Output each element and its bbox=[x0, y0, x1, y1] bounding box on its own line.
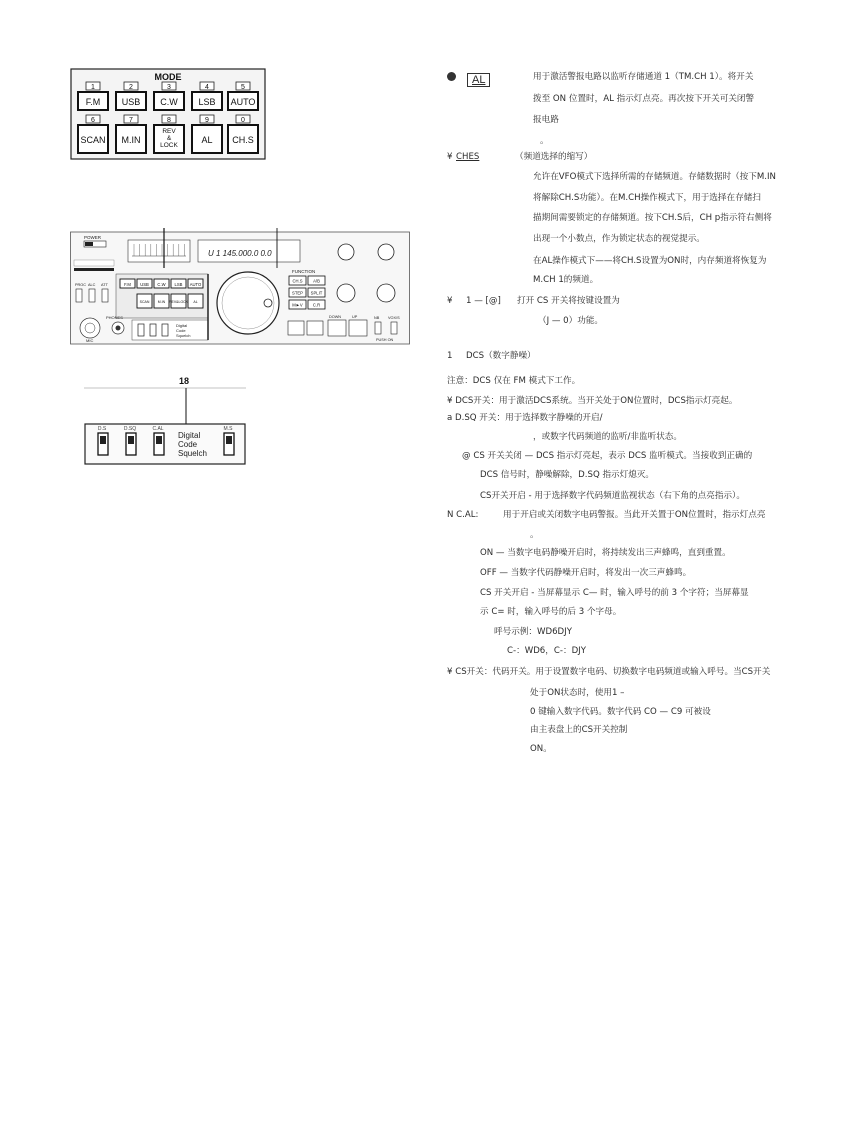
ches-line-5: 在AL操作模式下——将CH.S设置为ON时，内存频道将恢复为 bbox=[533, 256, 767, 266]
callout-number: 18 bbox=[178, 376, 190, 386]
cs-open-line-2: 示 C= 时，输入呼号的后 3 个字母。 bbox=[480, 607, 622, 617]
mode-key-label: C.W bbox=[160, 97, 178, 107]
mode-key-number: 2 bbox=[129, 84, 133, 91]
panel-dcs-switch[interactable] bbox=[138, 324, 144, 336]
on-line: ON — 当数字电码静噪开启时，将持续发出三声蜂鸣，直到重置。 bbox=[480, 548, 731, 558]
panel-mode-key-label: F.M bbox=[124, 282, 131, 287]
al-line-3: 报电路 bbox=[533, 115, 559, 125]
panel-row2-key-label: AL bbox=[193, 300, 198, 304]
vox-switch[interactable] bbox=[391, 322, 397, 334]
cs-switch-line-2: 处于ON状态时，使用1 – bbox=[530, 688, 625, 698]
mode-key-label: AL bbox=[201, 135, 213, 145]
mode-key-label: CH.S bbox=[232, 135, 254, 145]
mode-key-number: 9 bbox=[205, 117, 209, 124]
left-toggle-switch[interactable] bbox=[89, 289, 95, 302]
cs-keys-prefix: ¥ bbox=[447, 296, 453, 306]
squelch-knob[interactable] bbox=[338, 244, 354, 260]
callsign-example: 呼号示例：WD6DJY bbox=[494, 627, 572, 637]
callout-switch-label: D.S bbox=[97, 426, 107, 432]
cs-keys-line2: （J — 0）功能。 bbox=[538, 316, 604, 326]
mode-key-number: 8 bbox=[167, 117, 171, 124]
af-knob[interactable] bbox=[377, 284, 395, 302]
cs-switch-line-4: 由主表盘上的CS开关控制 bbox=[530, 725, 628, 735]
nb-switch[interactable] bbox=[375, 322, 381, 334]
al-line-4: 。 bbox=[540, 136, 549, 146]
callout-switch-handle bbox=[128, 436, 134, 444]
function-key-label: M►V bbox=[292, 302, 303, 308]
down-button[interactable] bbox=[328, 320, 346, 336]
mode-key-label: AUTO bbox=[230, 97, 256, 107]
panel-row2-key-label: M.IN bbox=[157, 300, 166, 304]
mode-key-number: 6 bbox=[91, 117, 95, 124]
callout-switch-label: D.SQ bbox=[123, 426, 137, 432]
mode-key-label: LSB bbox=[198, 97, 216, 107]
mode-panel-title: MODE bbox=[154, 72, 182, 82]
dsq-switch-line: a D.SQ 开关：用于选择数字静噪的开启/ bbox=[447, 413, 603, 423]
panel-mode-key-label: AUTO bbox=[189, 282, 202, 287]
al-bullet bbox=[447, 72, 456, 81]
rit-knob[interactable] bbox=[337, 284, 355, 302]
panel-mode-key-label: USB bbox=[140, 282, 149, 287]
mode-key-number: 5 bbox=[241, 84, 245, 91]
mode-key-number: 1 bbox=[91, 84, 95, 91]
panel-row2-key-label: REV&LOCK bbox=[168, 300, 189, 304]
rev-lock-label: LOCK bbox=[160, 142, 178, 149]
mode-key-number: 0 bbox=[241, 117, 245, 124]
left-switch-label: ALC bbox=[88, 283, 96, 287]
mode-key-label: SCAN bbox=[80, 135, 106, 145]
radio-front-panel bbox=[70, 228, 410, 346]
power-label: POWER bbox=[84, 235, 102, 240]
cs-open-line-1: CS 开关开启 - 当屏幕显示 C— 时，输入呼号的前 3 个字符；当屏幕显 bbox=[480, 588, 749, 598]
ches-prefix: ¥ bbox=[447, 152, 453, 162]
cs-off-line: @ CS 开关关闭 — DCS 指示灯亮起，表示 DCS 监听模式。当接收到正确的 bbox=[462, 451, 753, 461]
cs-on-line: CS开关开启 - 用于选择数字代码频道监视状态（右下角的点亮指示）。 bbox=[480, 491, 745, 501]
mode-panel bbox=[70, 68, 266, 160]
callsign-split: C-：WD6，C-：DJY bbox=[507, 646, 586, 656]
ches-line-4: 出现一个小数点，作为锁定状态的视觉提示。 bbox=[533, 234, 705, 244]
panel-mode-key-label: C.W bbox=[157, 282, 166, 287]
cs-keys-key: 1 — [@] bbox=[466, 296, 501, 306]
function-key-label: A/B bbox=[313, 278, 320, 284]
al-label-box: AL bbox=[467, 68, 490, 87]
mode-key-number: 4 bbox=[205, 84, 209, 91]
up-button[interactable] bbox=[349, 320, 367, 336]
dcs-callout-diagram bbox=[84, 374, 250, 466]
rev-lock-label: & bbox=[166, 135, 172, 142]
panel-dcs-label-3: Squelch bbox=[176, 333, 191, 338]
dcs-heading-title: DCS（数字静噪） bbox=[466, 351, 536, 361]
cal-line-2: 。 bbox=[530, 530, 539, 540]
left-toggle-switch[interactable] bbox=[76, 289, 82, 302]
dcs-note: 注意：DCS 仅在 FM 模式下工作。 bbox=[447, 376, 581, 386]
function-key-label: SPLIT bbox=[310, 290, 323, 296]
shift-knob[interactable] bbox=[378, 244, 394, 260]
panel-row2-key-label: SCAN bbox=[139, 300, 150, 304]
function-key-label: CH.S bbox=[292, 278, 303, 284]
al-line-2: 拨至 ON 位置时，AL 指示灯点亮。再次按下开关可关闭警 bbox=[533, 94, 755, 104]
panel-dcs-switch[interactable] bbox=[150, 324, 156, 336]
function-label: FUNCTION bbox=[292, 269, 316, 274]
mic-jack[interactable] bbox=[80, 318, 100, 338]
callout-dcs-label-1: Digital bbox=[178, 431, 201, 440]
dcs-switch-line: ¥ DCS开关：用于激活DCS系统。当开关处于ON位置时，DCS指示灯亮起。 bbox=[447, 396, 738, 406]
push-on-label: PUSH ON bbox=[376, 338, 394, 342]
function-key-label: C.R bbox=[312, 302, 321, 308]
left-toggle-switch[interactable] bbox=[102, 289, 108, 302]
dcs-heading-number: 1 bbox=[447, 351, 453, 361]
ches-line-3: 描期间需要锁定的存储频道。按下CH.S后，CH p指示符右侧将 bbox=[533, 213, 772, 223]
ches-line-2: 将解除CH.S功能）。在M.CH操作模式下，用于选择在存储扫 bbox=[533, 193, 761, 203]
mode-key-number: 3 bbox=[167, 84, 171, 91]
cs-keys-text: 打开 CS 开关将按键设置为 bbox=[517, 296, 620, 306]
vox-label: VOX/S bbox=[388, 316, 400, 320]
mode-key-number: 7 bbox=[129, 117, 133, 124]
rev-lock-label: REV bbox=[162, 128, 176, 135]
phones-label: PHONES bbox=[106, 315, 123, 320]
callout-switch-handle bbox=[226, 436, 232, 444]
mode-key-label: USB bbox=[121, 97, 141, 107]
ches-line-1: 允许在VFO模式下选择所需的存储频道。存储数据时（按下M.IN bbox=[533, 172, 776, 182]
cs-switch-line-1: ¥ CS开关：代码开关。用于设置数字电码、切换数字电码频道或输入呼号。当CS开关 bbox=[447, 667, 771, 677]
mic-label: MIC bbox=[86, 338, 94, 343]
callout-dcs-label-2: Code bbox=[178, 440, 198, 449]
callout-switch-label: M.S bbox=[223, 426, 233, 432]
left-switch-label: ATT bbox=[101, 283, 108, 287]
mode-key-label: M.IN bbox=[121, 135, 141, 145]
callout-switch-handle bbox=[100, 436, 106, 444]
ches-subtitle: （频道选择的缩写） bbox=[515, 152, 593, 162]
al-line-1: 用于激活警报电路以监听存储通道 1（TM.CH 1）。将开关 bbox=[533, 72, 754, 82]
cs-switch-line-3: 0 键输入数字代码。数字代码 CO — C9 可被设 bbox=[530, 707, 711, 717]
cs-switch-line-5: ON。 bbox=[530, 744, 552, 754]
left-switch-label: PROC bbox=[75, 283, 86, 287]
off-line: OFF — 当数字代码静噪开启时，将发出一次三声蜂鸣。 bbox=[480, 568, 692, 578]
panel-dcs-label-1: Digital bbox=[176, 323, 188, 328]
down-label: DOWN bbox=[329, 315, 342, 319]
cal-label: N C.AL: bbox=[447, 510, 479, 520]
panel-mode-key-label: LSB bbox=[174, 282, 183, 287]
frequency-readout: U 1 145.000.0 0.0 bbox=[208, 249, 272, 258]
s-meter bbox=[128, 240, 190, 262]
ches-label: CHES bbox=[456, 152, 480, 162]
nb-label: NB bbox=[374, 316, 380, 320]
dsq-line-2: ，或数字代码频道的监听/非监听状态。 bbox=[533, 432, 682, 442]
cal-text: 用于开启或关闭数字电码警报。当此开关置于ON位置时，指示灯点亮 bbox=[503, 510, 766, 520]
up-label: UP bbox=[352, 315, 358, 319]
cs-off-line-2: DCS 信号时，静噪解除，D.SQ 指示灯熄灭。 bbox=[480, 470, 655, 480]
panel-dcs-switch[interactable] bbox=[162, 324, 168, 336]
function-key-label: STEP bbox=[292, 290, 303, 296]
callout-dcs-label-3: Squelch bbox=[178, 449, 207, 458]
panel-dcs-label-2: Code bbox=[176, 328, 186, 333]
ches-line-6: M.CH 1的频道。 bbox=[533, 275, 599, 285]
mode-key-label: F.M bbox=[85, 97, 101, 107]
callout-switch-label: C.AL bbox=[152, 426, 164, 432]
callout-switch-handle bbox=[156, 436, 162, 444]
